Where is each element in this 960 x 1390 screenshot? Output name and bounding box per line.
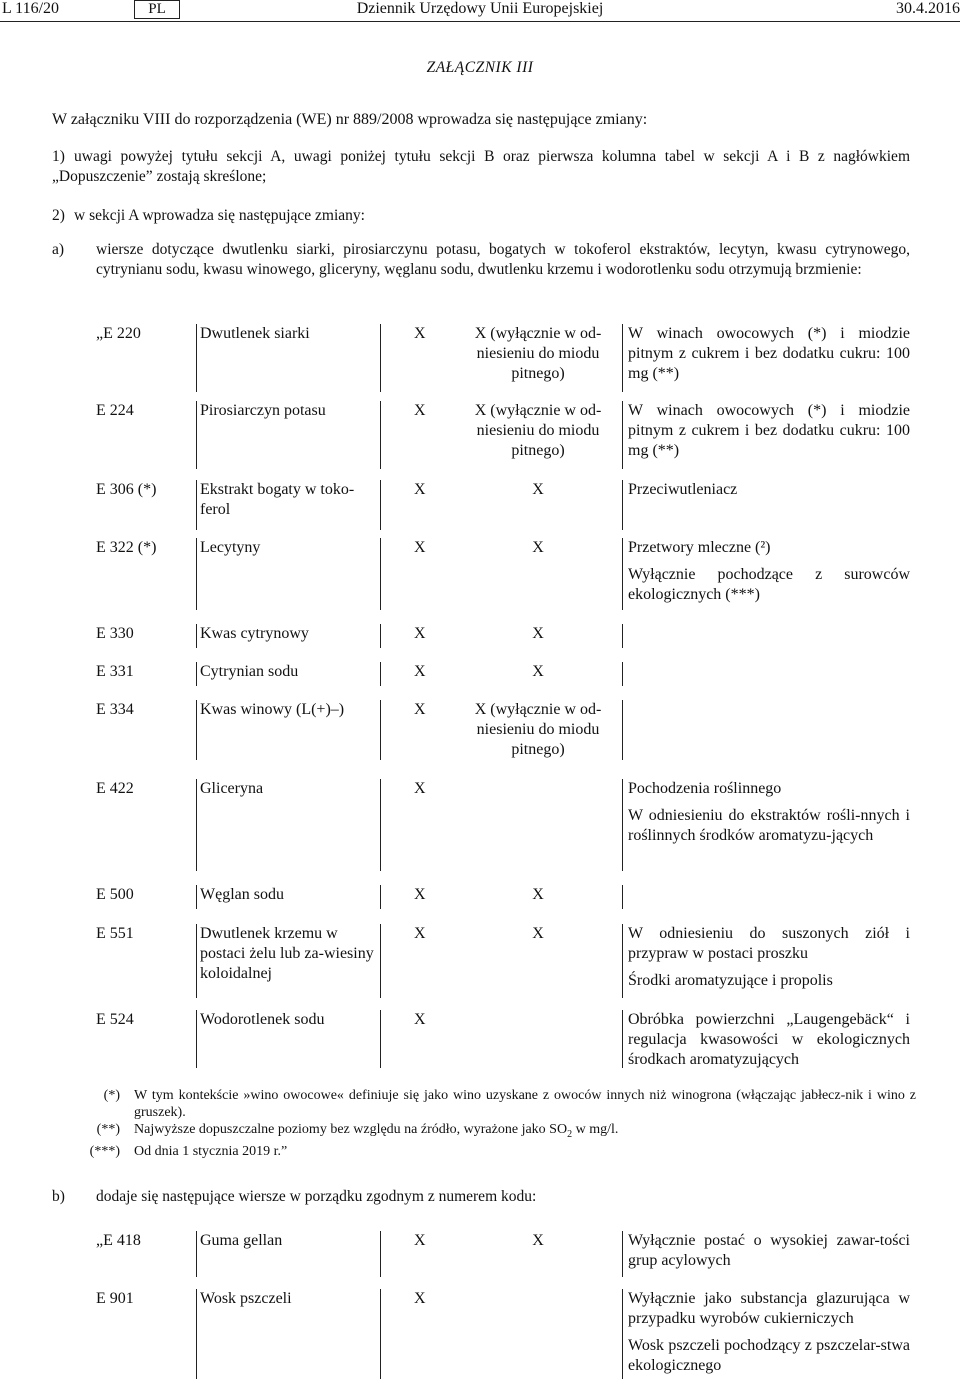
additive-name: Cytrynian sodu [200, 663, 299, 680]
condition-text: Wyłącznie postać o wysokiej zawar-tości grup acylowych [628, 1232, 910, 1269]
mark-col-1: X [414, 1290, 426, 1307]
conditions [628, 1289, 910, 1376]
mark-col-1: X [414, 701, 426, 718]
mark-col-2: X (wyłącznie w od-niesieniu do miodu pitnego) [474, 701, 602, 758]
rule-before-conditions [622, 662, 623, 686]
mark-col-1: X [414, 625, 426, 642]
rule-after-code [196, 662, 197, 686]
additive-name: Wosk pszczeli [200, 1290, 292, 1307]
language-badge: PL [134, 0, 180, 19]
item-b-number: b) [52, 1188, 65, 1205]
additive-name: Wodorotlenek sodu [200, 1011, 325, 1028]
rule-before-conditions [622, 624, 623, 648]
condition-text: W winach owocowych (*) i miodzie pitnym z cukrem i bez dodatku cukru: 100 mg (**) [628, 402, 910, 459]
additive-code: E 901 [96, 1290, 134, 1307]
condition-text: Obróbka powierzchni „Laugengebäck“ i regulacja kwasowości w ekologicznych środkach aromatyzujących [628, 1011, 910, 1068]
item-b-text: dodaje się następujące wiersze w porządku zgodnym z numerem kodu: [96, 1188, 537, 1205]
footnote-tail: w mg/l. [572, 1122, 619, 1137]
rule-after-name [380, 1010, 381, 1068]
mark-col-1: X [414, 481, 426, 498]
additive-name: Dwutlenek krzemu w postaci żelu lub za-wiesiny koloidalnej [200, 925, 374, 982]
conditions [628, 1231, 910, 1271]
rule-after-code [196, 1289, 197, 1379]
footnote-text [134, 1121, 916, 1143]
condition-text: Przetwory mleczne (²) [628, 539, 771, 556]
rule-before-conditions [622, 538, 623, 610]
additive-code: E 524 [96, 1011, 134, 1028]
footnote [96, 1087, 916, 1121]
additive-code: E 331 [96, 663, 134, 680]
footnote [89, 1143, 916, 1160]
additive-name: Kwas cytrynowy [200, 625, 309, 642]
additive-name: Gliceryna [200, 780, 264, 797]
mark-col-1: X [414, 539, 426, 556]
rule-before-conditions [622, 1289, 623, 1379]
conditions [628, 401, 910, 461]
mark-col-2: X [532, 1232, 544, 1249]
rule-after-code [196, 624, 197, 648]
condition-text: Przeciwutleniacz [628, 481, 738, 498]
mark-col-1: X [414, 925, 426, 942]
rule-after-name [380, 324, 381, 392]
rule-after-code [196, 1231, 197, 1277]
rule-before-conditions [622, 1010, 623, 1068]
publication-date: 30.4.2016 [896, 0, 960, 17]
footnote-text [134, 1143, 916, 1160]
additive-name: Lecytyny [200, 539, 261, 556]
mark-col-2: X [532, 925, 544, 942]
conditions [628, 324, 910, 384]
mark-col-1: X [414, 325, 426, 342]
page-header [0, 0, 960, 22]
additive-name: Pirosiarczyn potasu [200, 402, 326, 419]
annex-title: ZAŁĄCZNIK III [426, 59, 534, 76]
rule-after-code [196, 480, 197, 530]
footnote-body: W tym kontekście »wino owocowe« definiuje się jako wino uzyskane z owoców innych niż winogrona (włączając jabłecz-nik i wino z gruszek). [134, 1088, 916, 1120]
rule-after-name [380, 700, 381, 760]
rule-after-name [380, 662, 381, 686]
rule-after-name [380, 1231, 381, 1277]
additive-code: E 306 (*) [96, 481, 157, 498]
additive-code: „E 418 [96, 1232, 141, 1249]
rule-after-name [380, 538, 381, 610]
item-1-text: uwagi powyżej tytułu sekcji A, uwagi poniżej tytułu sekcji B oraz pierwsza kolumna tabel w sekcji A i B z nagłówkiem „Dopuszczenie” zostają skreślone; [52, 148, 910, 185]
footnote-mark: (*) [103, 1088, 120, 1103]
additive-code: E 330 [96, 625, 134, 642]
rule-after-code [196, 700, 197, 760]
mark-col-1: X [414, 1011, 426, 1028]
condition-text: Środki aromatyzujące i propolis [628, 972, 833, 989]
rule-before-conditions [622, 885, 623, 909]
mark-col-2: X [532, 481, 544, 498]
condition-text: Wyłącznie jako substancja glazurująca w przypadku wyrobów cukierniczych [628, 1290, 910, 1327]
footnotes [89, 1087, 916, 1160]
additive-code: E 551 [96, 925, 134, 942]
footnote-body: Od dnia 1 stycznia 2019 r.” [134, 1143, 288, 1159]
rule-before-conditions [622, 1231, 623, 1277]
mark-col-2: X (wyłącznie w od-niesieniu do miodu pitnego) [474, 325, 602, 382]
subscript: 2 [567, 1128, 573, 1140]
page-ref: L 116/20 [2, 0, 60, 17]
mark-col-1: X [414, 886, 426, 903]
rule-after-code [196, 924, 197, 998]
mark-col-2: X (wyłącznie w od-niesieniu do miodu pitnego) [474, 402, 602, 459]
footnote-text [134, 1087, 916, 1121]
mark-col-1: X [414, 1232, 426, 1249]
condition-text: W odniesieniu do suszonych ziół i przypraw w postaci proszku [628, 925, 910, 962]
footnote-body: Najwyższe dopuszczalne poziomy bez względu na źródło, wyrażone jako SO [134, 1122, 568, 1137]
mark-col-1: X [414, 780, 426, 797]
condition-text: W winach owocowych (*) i miodzie pitnym z cukrem i bez dodatku cukru: 100 mg (**) [628, 325, 910, 382]
conditions [628, 779, 910, 846]
conditions [628, 538, 910, 605]
rule-before-conditions [622, 480, 623, 530]
rule-after-name [380, 624, 381, 648]
additive-name: Węglan sodu [200, 886, 284, 903]
additive-name: Ekstrakt bogaty w toko-ferol [200, 481, 355, 518]
additive-name: Guma gellan [200, 1232, 283, 1249]
rule-before-conditions [622, 401, 623, 469]
mark-col-1: X [414, 663, 426, 680]
mark-col-2: X [532, 539, 544, 556]
rule-after-name [380, 480, 381, 530]
rule-after-code [196, 779, 197, 871]
item-1-number: 1) [52, 148, 65, 165]
condition-text: Wyłącznie pochodzące z surowców ekologicznych (***) [628, 566, 910, 603]
rule-after-code [196, 885, 197, 909]
rule-before-conditions [622, 924, 623, 998]
additive-code: „E 220 [96, 325, 141, 342]
additive-code: E 500 [96, 886, 134, 903]
item-2-number: 2) [52, 207, 65, 224]
rule-after-name [380, 885, 381, 909]
rule-after-name [380, 401, 381, 469]
rule-after-name [380, 1289, 381, 1379]
additive-code: E 422 [96, 780, 134, 797]
mark-col-2: X [532, 886, 544, 903]
rule-after-code [196, 401, 197, 469]
rule-after-code [196, 1010, 197, 1068]
rule-after-code [196, 324, 197, 392]
footnote-mark: (**) [96, 1122, 120, 1137]
additive-code: E 334 [96, 701, 134, 718]
rule-after-name [380, 924, 381, 998]
footnote-mark: (***) [89, 1143, 120, 1159]
intro-paragraph: W załączniku VIII do rozporządzenia (WE) nr 889/2008 wprowadza się następujące zmiany: [52, 111, 648, 128]
conditions [628, 1010, 910, 1070]
item-a-number: a) [52, 241, 65, 258]
footnote [96, 1121, 916, 1143]
additive-name: Kwas winowy (L(+)–) [200, 701, 345, 718]
condition-text: Wosk pszczeli pochodzący z pszczelar-stwa ekologicznego [628, 1337, 910, 1374]
journal-title: Dziennik Urzędowy Unii Europejskiej [356, 0, 604, 17]
conditions [628, 480, 910, 500]
condition-text: Pochodzenia roślinnego [628, 780, 782, 797]
rule-after-name [380, 779, 381, 871]
mark-col-2: X [532, 625, 544, 642]
rule-after-code [196, 538, 197, 610]
additive-name: Dwutlenek siarki [200, 325, 310, 342]
mark-col-1: X [414, 402, 426, 419]
additive-code: E 224 [96, 402, 134, 419]
item-a-text: wiersze dotyczące dwutlenku siarki, pirosiarczynu potasu, bogatych w tokoferol ekstraktów, lecytyn, kwasu cytrynowego, cytrynianu sodu, kwasu winowego, gliceryny, węglanu sodu, dwutlenku krzemu i wodorotlenku sodu otrzymują brzmienie: [96, 241, 910, 278]
additive-code: E 322 (*) [96, 539, 157, 556]
rule-before-conditions [622, 324, 623, 392]
item-2-text: w sekcji A wprowadza się następujące zmiany: [74, 207, 365, 224]
condition-text: W odniesieniu do ekstraktów rośli-nnych i roślinnych środków aromatyzu-jących [628, 807, 910, 844]
conditions [628, 924, 910, 991]
header-rule [0, 21, 960, 22]
rule-before-conditions [622, 779, 623, 871]
mark-col-2: X [532, 663, 544, 680]
rule-before-conditions [622, 700, 623, 760]
